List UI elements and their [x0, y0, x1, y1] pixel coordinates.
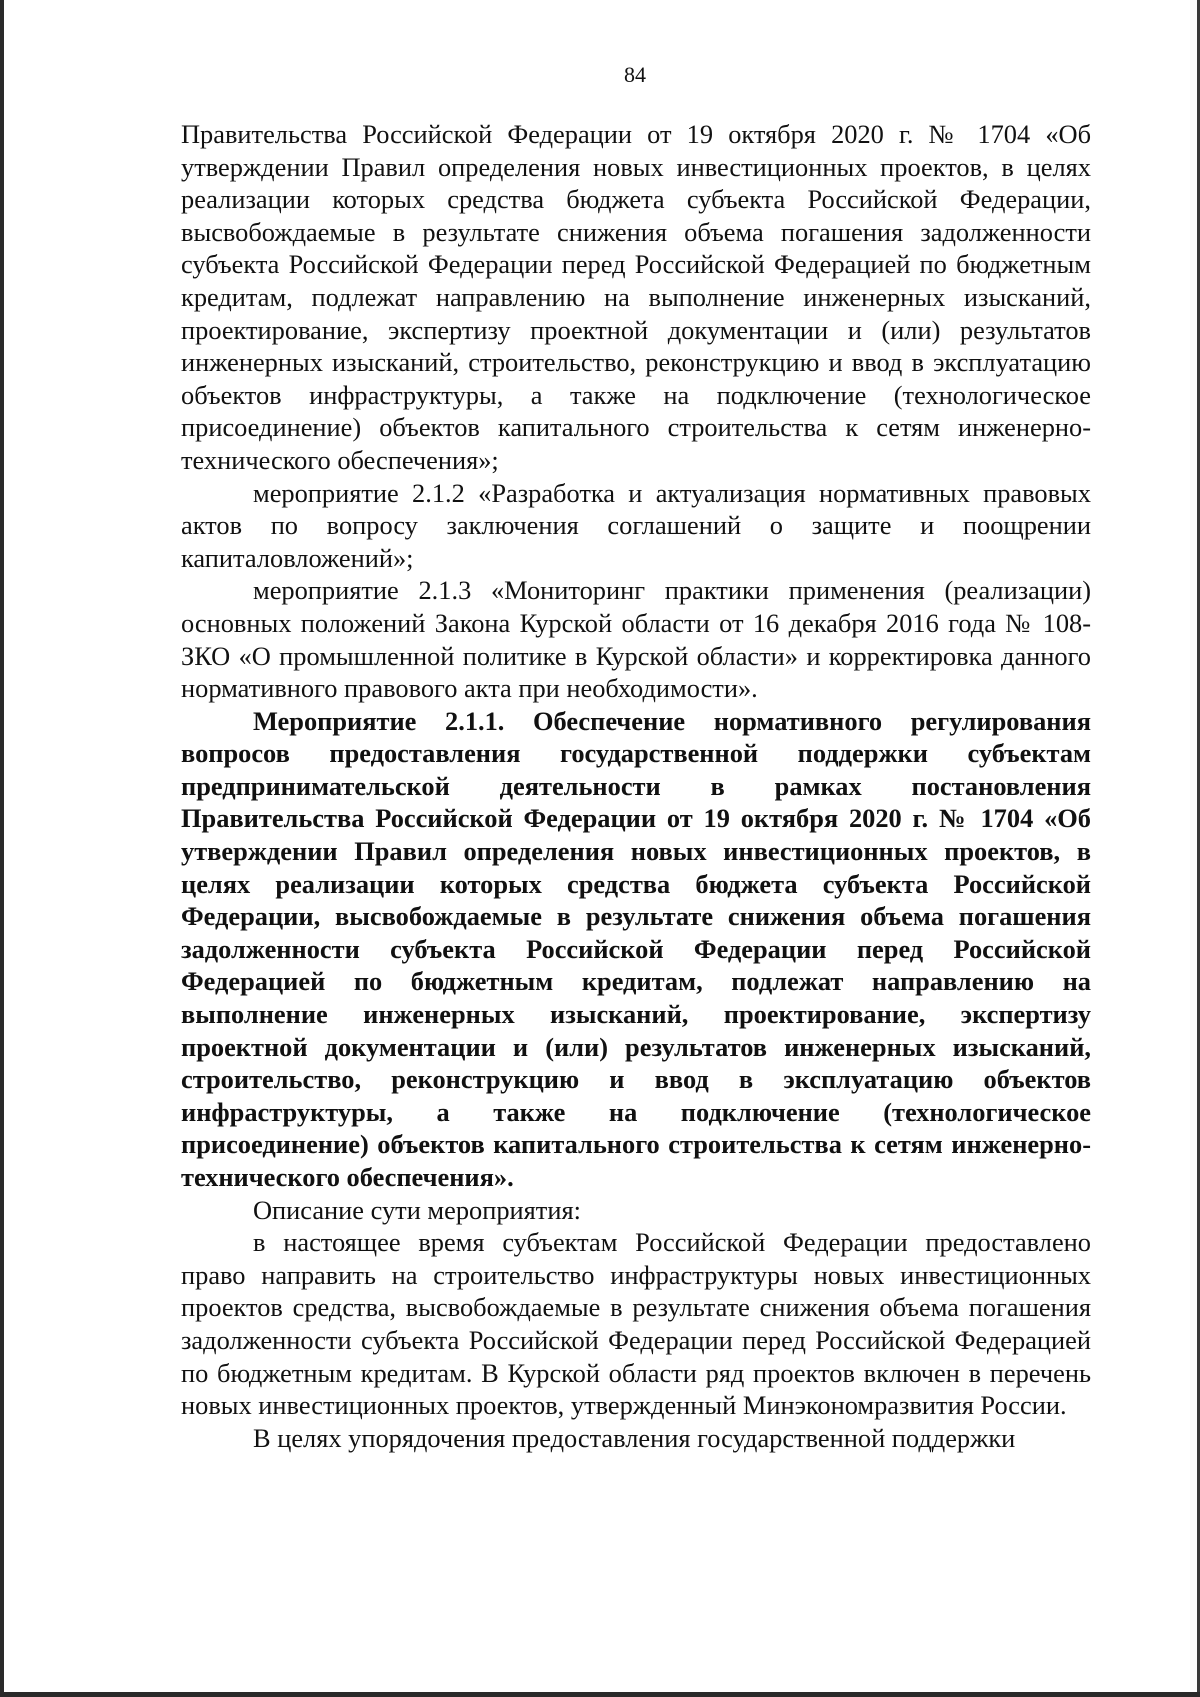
paragraph-description-label: Описание сути мероприятия: — [253, 1194, 581, 1225]
paragraph-description-text: в настоящее время субъектам Российской Федерации предоставлено право направить на строительство инфраструктуры новых инвестиционных проектов средства, высвобождаемые в результате снижения объема погашения задолженности субъекта Российской Федерации перед Российской Федерацией по бюджетным кредитам. В Курской области ряд проектов включен в перечень новых инвестиционных проектов, утвержденный Минэкономразвития России. — [181, 1227, 1091, 1421]
scan-edge-left — [0, 0, 4, 1697]
paragraph-measure-2-1-2: мероприятие 2.1.2 «Разработка и актуализация нормативных правовых актов по вопросу заключения соглашений о защите и поощрении капиталовложений»; — [181, 477, 1091, 573]
paragraph-continuation: Правительства Российской Федерации от 19 октября 2020 г. № 1704 «Об утверждении Правил определения новых инвестиционных проектов, в целях реализации которых средства бюджета субъекта Российской Федерации, высвобождаемые в результате снижения объема погашения задолженности субъекта Российской Федерации перед Российской Федерацией по бюджетным кредитам, подлежат направлению на выполнение инженерных изысканий, проектирование, экспертизу проектной документации и (или) результатов инженерных изысканий, строительство, реконструкцию и ввод в эксплуатацию объектов инфраструктуры, а также на подключение (технологическое присоединение) объектов капитального строительства к сетям инженерно-технического обеспечения»; — [181, 119, 1091, 475]
page-number: 84 — [624, 62, 646, 87]
paragraph-measure-2-1-3: мероприятие 2.1.3 «Мониторинг практики применения (реализации) основных положений Закона Курской области от 16 декабря 2016 года № 108-ЗКО «О промышленной политике в Курской области» и корректировка данного нормативного правового акта при необходимости». — [181, 575, 1091, 704]
paragraph-last-line: В целях упорядочения предоставления государственной поддержки — [253, 1422, 1016, 1453]
scan-edge-bottom — [0, 1692, 1200, 1697]
document-body — [181, 118, 1091, 1454]
section-heading-measure-2-1-1: Мероприятие 2.1.1. Обеспечение нормативного регулирования вопросов предоставления государственной поддержки субъектам предпринимательской деятельности в рамках постановления Правительства Российской Федерации от 19 октября 2020 г. № 1704 «Об утверждении Правил определения новых инвестиционных проектов, в целях реализации которых средства бюджета субъекта Российской Федерации, высвобождаемые в результате снижения объема погашения задолженности субъекта Российской Федерации перед Российской Федерацией по бюджетным кредитам, подлежат направлению на выполнение инженерных изысканий, проектирование, экспертизу проектной документации и (или) результатов инженерных изысканий, строительство, реконструкцию и ввод в эксплуатацию объектов инфраструктуры, а также на подключение (технологическое присоединение) объектов капитального строительства к сетям инженерно-технического обеспечения». — [181, 705, 1091, 1192]
